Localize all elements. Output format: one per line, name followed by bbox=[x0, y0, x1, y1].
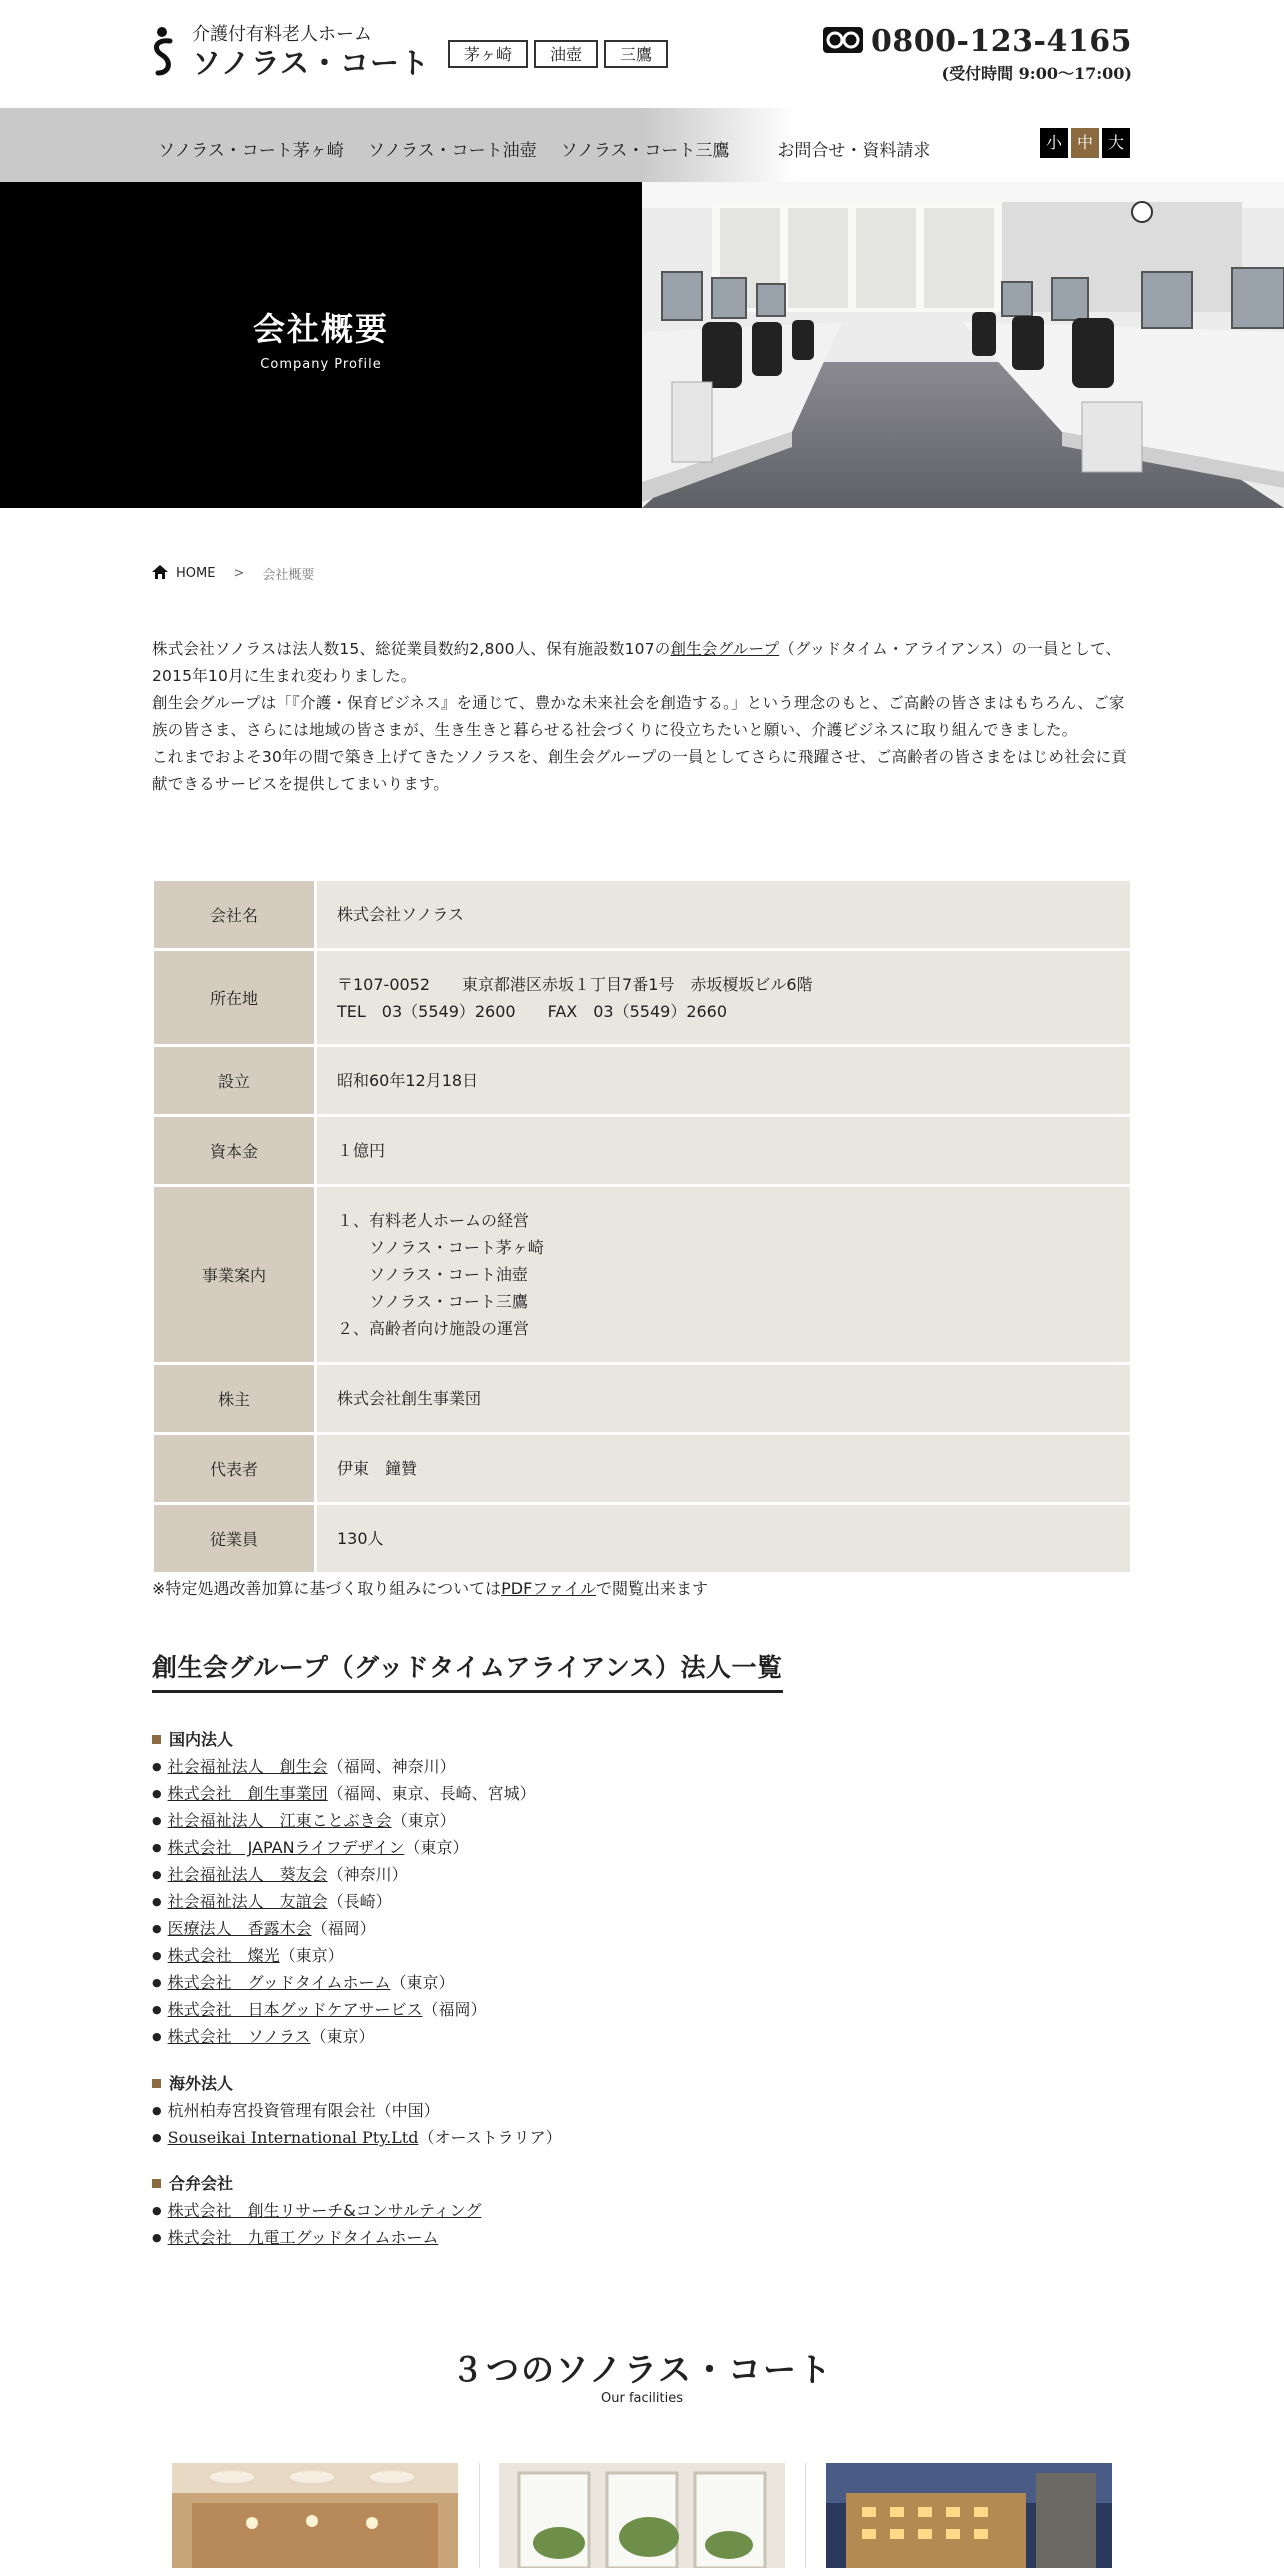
table-row bbox=[154, 1435, 1130, 1502]
list-item bbox=[152, 1888, 1052, 1915]
section-marker-icon bbox=[152, 2079, 161, 2088]
table-value-cell bbox=[317, 1187, 1130, 1362]
hero-office-image bbox=[642, 182, 1284, 508]
logo-subtitle: 介護付有料老人ホーム bbox=[192, 24, 372, 45]
corp-link[interactable]: 株式会社 日本グッドケアサービス bbox=[167, 2000, 423, 2019]
note-text: で閲覧出来ます bbox=[595, 1579, 708, 1598]
corp-link[interactable]: 株式会社 九電工グッドタイムホーム bbox=[167, 2228, 439, 2247]
font-size-switcher bbox=[1040, 128, 1130, 158]
list-item bbox=[152, 2124, 1052, 2151]
table-row bbox=[154, 1047, 1130, 1114]
facility-buttons bbox=[448, 40, 668, 68]
list-item bbox=[152, 1807, 1052, 1834]
table-value-cell: 130人 bbox=[317, 1505, 1130, 1572]
divider bbox=[805, 2463, 806, 2568]
hero-title-panel bbox=[0, 182, 642, 508]
intro-paragraph-3: これまでおよそ30年の間で築き上げてきたソノラスを、創生会グループの一員としてさらに飛躍させ、ご高齢者の皆さまをはじめ社会に貢献できるサービスを提供してまいります。 bbox=[152, 748, 1128, 793]
corp-link[interactable]: 株式会社 グッドタイムホーム bbox=[167, 1973, 391, 1992]
domestic-corporations bbox=[152, 1726, 1052, 2050]
intro-paragraph-1 bbox=[152, 636, 1132, 690]
table-header-cell: 資本金 bbox=[154, 1117, 317, 1184]
corp-area: （福岡、神奈川） bbox=[327, 1757, 456, 1776]
breadcrumb-home-link[interactable]: HOME bbox=[176, 566, 216, 581]
list-item bbox=[152, 1753, 1052, 1780]
page-hero bbox=[0, 182, 1284, 508]
table-value-cell bbox=[317, 951, 1130, 1044]
corp-link[interactable]: 株式会社 燦光 bbox=[167, 1946, 280, 1965]
sousei-group-link[interactable]: 創生会グループ bbox=[670, 640, 780, 658]
joint-ventures bbox=[152, 2170, 1052, 2251]
table-value-cell: １億円 bbox=[317, 1117, 1130, 1184]
site-header bbox=[0, 0, 1284, 108]
list-item bbox=[152, 1861, 1052, 1888]
corp-name: 杭州柏寿宮投資管理有限会社（中国） bbox=[167, 2101, 440, 2120]
list-item bbox=[152, 1969, 1052, 1996]
breadcrumb-current: 会社概要 bbox=[262, 568, 315, 583]
corp-link[interactable]: 医療法人 香露木会 bbox=[167, 1919, 312, 1938]
table-row bbox=[154, 1117, 1130, 1184]
facility-button-chigasaki[interactable]: 茅ヶ崎 bbox=[448, 40, 528, 68]
corp-link[interactable]: 株式会社 JAPANライフデザイン bbox=[167, 1838, 405, 1857]
table-header-cell: 会社名 bbox=[154, 881, 317, 948]
list-item bbox=[152, 2197, 1052, 2224]
nav-item-aburatsubo[interactable]: ソノラス・コート油壺 bbox=[367, 141, 537, 161]
section-marker-icon bbox=[152, 2179, 161, 2188]
corp-area: （福岡） bbox=[311, 1919, 376, 1938]
list-item bbox=[152, 2097, 1052, 2124]
business-line: ２、高齢者向け施設の運営 bbox=[337, 1319, 530, 1338]
divider bbox=[479, 2463, 480, 2568]
corp-area: （東京） bbox=[279, 1946, 344, 1965]
table-value-cell: 株式会社創生事業団 bbox=[317, 1365, 1130, 1432]
tel-fax-line: TEL 03（5549）2600 FAX 03（5549）2660 bbox=[337, 1001, 728, 1021]
jv-heading: 合弁会社 bbox=[169, 2174, 234, 2193]
list-item bbox=[152, 1834, 1052, 1861]
home-icon[interactable] bbox=[152, 565, 168, 583]
business-line: １、有料老人ホームの経営 bbox=[337, 1211, 530, 1230]
corp-area: （東京） bbox=[390, 1973, 455, 1992]
corp-link[interactable]: 社会福祉法人 創生会 bbox=[167, 1757, 328, 1776]
facility-image-chigasaki[interactable] bbox=[172, 2463, 458, 2568]
phone-number: 0800-123-4165 bbox=[870, 24, 1132, 59]
free-dial-icon bbox=[823, 27, 863, 57]
processing-note bbox=[152, 1576, 708, 1599]
corp-area: （東京） bbox=[404, 1838, 469, 1857]
business-line: ソノラス・コート茅ヶ崎 bbox=[337, 1238, 544, 1257]
corp-area: （東京） bbox=[310, 2027, 375, 2046]
corp-link[interactable]: 社会福祉法人 江東ことぶき会 bbox=[167, 1811, 392, 1830]
corp-link[interactable]: 社会福祉法人 友誼会 bbox=[167, 1892, 328, 1911]
table-row bbox=[154, 1187, 1130, 1362]
overseas-corporations bbox=[152, 2070, 1052, 2151]
facilities-title: ３つのソノラス・コート bbox=[450, 2350, 834, 2389]
business-line: ソノラス・コート三鷹 bbox=[337, 1292, 528, 1311]
corp-area: （神奈川） bbox=[327, 1865, 408, 1884]
intro-text: （グッドタイム・アライアンス）の一員として、2015年10月に生まれ変わりました。 bbox=[152, 640, 1122, 685]
list-item bbox=[152, 1780, 1052, 1807]
nav-item-mitaka[interactable]: ソノラス・コート三鷹 bbox=[560, 141, 730, 161]
phone-contact[interactable] bbox=[823, 24, 1132, 84]
list-item bbox=[152, 2023, 1052, 2050]
intro-text: 株式会社ソノラスは法人数15、総従業員数約2,800人、保有施設数107の bbox=[152, 640, 671, 658]
list-item bbox=[152, 1942, 1052, 1969]
table-header-cell: 従業員 bbox=[154, 1505, 317, 1572]
facility-image-mitaka[interactable] bbox=[826, 2463, 1112, 2568]
nav-item-chigasaki[interactable]: ソノラス・コート茅ヶ崎 bbox=[158, 141, 344, 161]
corp-area: （東京） bbox=[391, 1811, 456, 1830]
table-row bbox=[154, 1505, 1130, 1572]
corp-link[interactable]: 株式会社 創生リサーチ&コンサルティング bbox=[167, 2201, 482, 2220]
logo-mark-icon bbox=[150, 25, 178, 79]
facility-button-mitaka[interactable]: 三鷹 bbox=[604, 40, 668, 68]
table-header-cell: 事業案内 bbox=[154, 1187, 317, 1362]
facilities-subtitle: Our facilities bbox=[601, 2391, 683, 2406]
corp-link[interactable]: 株式会社 創生事業団 bbox=[167, 1784, 328, 1803]
list-item bbox=[152, 2224, 1052, 2251]
company-intro bbox=[152, 636, 1132, 798]
table-header-cell: 代表者 bbox=[154, 1435, 317, 1502]
corp-area: （福岡、東京、長崎、宮城） bbox=[327, 1784, 536, 1803]
table-row bbox=[154, 1365, 1130, 1432]
section-marker-icon bbox=[152, 1735, 161, 1744]
page-subtitle: Company Profile bbox=[260, 357, 382, 372]
business-line: ソノラス・コート油壺 bbox=[337, 1265, 528, 1284]
breadcrumb-separator: > bbox=[233, 566, 245, 581]
table-row bbox=[154, 951, 1130, 1044]
company-info-table bbox=[154, 878, 1130, 1575]
domestic-heading: 国内法人 bbox=[169, 1730, 234, 1749]
breadcrumb bbox=[152, 564, 314, 583]
list-item bbox=[152, 1915, 1052, 1942]
page-title: 会社概要 bbox=[252, 310, 389, 348]
logo-title: ソノラス・コート bbox=[192, 46, 430, 80]
corp-link[interactable]: Souseikai International Pty.Ltd bbox=[167, 2128, 419, 2147]
overseas-heading: 海外法人 bbox=[169, 2074, 234, 2093]
table-header-cell: 所在地 bbox=[154, 951, 317, 1044]
list-item bbox=[152, 1996, 1052, 2023]
table-header-cell: 設立 bbox=[154, 1047, 317, 1114]
corp-link[interactable]: 社会福祉法人 葵友会 bbox=[167, 1865, 328, 1884]
pdf-link[interactable]: PDFファイル bbox=[501, 1579, 596, 1598]
corp-area: （福岡） bbox=[422, 2000, 487, 2019]
nav-item-contact[interactable]: お問合せ・資料請求 bbox=[777, 141, 931, 161]
table-value-cell: 株式会社ソノラス bbox=[317, 881, 1130, 948]
font-size-medium-button[interactable]: 中 bbox=[1071, 128, 1099, 158]
note-text: ※特定処遇改善加算に基づく取り組みについては bbox=[152, 1579, 502, 1598]
group-list-title: 創生会グループ（グッドタイムアライアンス）法人一覧 bbox=[152, 1648, 783, 1693]
intro-paragraph-2: 創生会グループは「『介護・保育ビジネス』を通じて、豊かな未来社会を創造する。」という理念のもと、ご高齢の皆さまはもちろん、ご家族の皆さま、さらには地域の皆さまが、生き生きと暮らせる社会づくりに役立ちたいと願い、介護ビジネスに取り組んできました。 bbox=[152, 694, 1125, 739]
table-value-cell: 伊東 鐘贊 bbox=[317, 1435, 1130, 1502]
site-logo[interactable] bbox=[150, 24, 430, 80]
table-header-cell: 株主 bbox=[154, 1365, 317, 1432]
facility-image-aburatsubo[interactable] bbox=[499, 2463, 785, 2568]
font-size-large-button[interactable]: 大 bbox=[1102, 128, 1130, 158]
address-line: 〒107-0052 東京都港区赤坂１丁目7番1号 赤坂榎坂ビル6階 bbox=[337, 974, 813, 994]
table-row bbox=[154, 881, 1130, 948]
corp-area: （長崎） bbox=[327, 1892, 392, 1911]
phone-hours: (受付時間 9:00〜17:00) bbox=[941, 64, 1132, 83]
table-value-cell: 昭和60年12月18日 bbox=[317, 1047, 1130, 1114]
font-size-small-button[interactable]: 小 bbox=[1040, 128, 1068, 158]
main-nav bbox=[0, 108, 1284, 182]
corp-area: （オーストラリア） bbox=[418, 2128, 562, 2147]
corp-link[interactable]: 株式会社 ソノラス bbox=[167, 2027, 311, 2046]
facility-button-aburatsubo[interactable]: 油壺 bbox=[534, 40, 598, 68]
